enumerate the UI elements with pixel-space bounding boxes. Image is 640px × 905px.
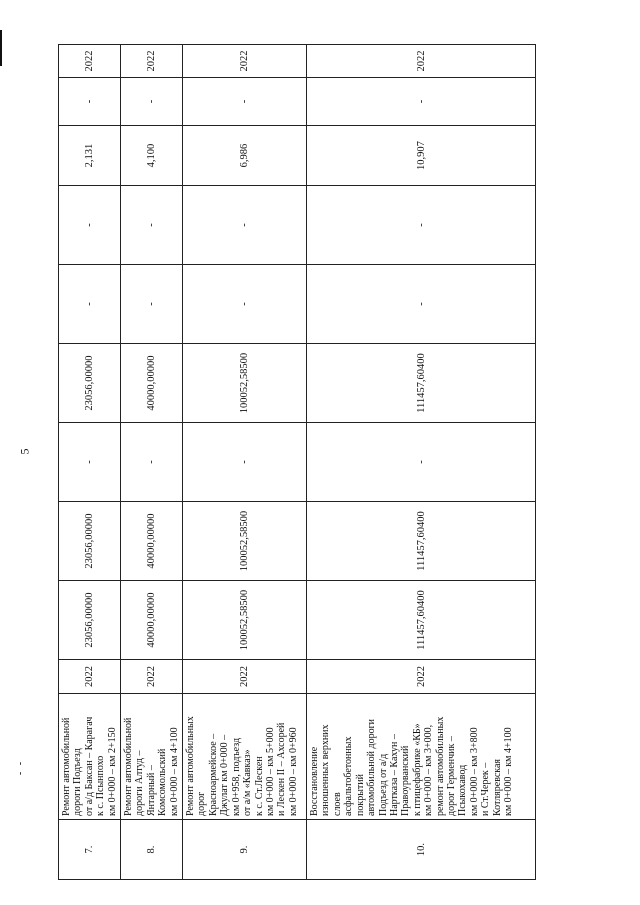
road-name — [121, 694, 183, 820]
cell-year: 2022 — [121, 660, 183, 694]
row-number: 7. — [59, 820, 121, 880]
road-name — [183, 694, 307, 820]
cell-col-a: 100052,58500 — [183, 502, 307, 581]
road-name-line: км 0+000 – км 3+800 — [468, 727, 480, 816]
cell-col-c: 40000,00000 — [121, 344, 183, 423]
cell-col-e: - — [183, 186, 307, 265]
road-name-line: Комсомольский — [157, 748, 169, 816]
page-number: 5 — [17, 448, 32, 455]
road-name-line: Нартказа – Кахун – — [388, 734, 400, 816]
road-name-line: автомобильной дороги — [366, 718, 378, 816]
cell-col-f: - — [59, 78, 121, 126]
road-name-line: Янтарный – — [145, 765, 157, 816]
cell-col-b: - — [121, 423, 183, 502]
road-name-line: Восстановление — [309, 746, 321, 816]
road-name-line: км 0+000 – км 4+100 — [502, 727, 514, 816]
road-name-line: Красноармейское – — [207, 733, 219, 816]
road-name-line: и Лескен II – Ахсорей — [276, 722, 288, 816]
table-row — [307, 45, 536, 880]
cell-length: 4,100 — [121, 126, 183, 186]
road-name-line: к птицефабрике «КБ» — [411, 723, 423, 816]
road-name-line: от а/м «Кавказ» — [242, 749, 254, 816]
cell-total: 23056,00000 — [59, 581, 121, 660]
row-number: 8. — [121, 820, 183, 880]
road-name-line: Ремонт автомобильной — [61, 717, 72, 816]
road-name-line: ремонт автомобильных — [434, 716, 446, 816]
cell-year: 2022 — [59, 660, 121, 694]
road-name-line: Котляревская — [491, 758, 503, 816]
cell-col-e: - — [121, 186, 183, 265]
road-name-line: Ремонт автомобильной — [123, 717, 135, 816]
corner-mark — [0, 30, 2, 66]
road-name-line: км 0+958, подъезд — [230, 737, 242, 816]
row-number: 10. — [307, 820, 536, 880]
road-name-line: км 0+000 – км 5+000 — [264, 727, 276, 816]
cell-year: 2022 — [183, 660, 307, 694]
cell-year-end: 2022 — [121, 45, 183, 78]
road-name-line: Джулат км 0+000 – — [219, 734, 231, 816]
road-name-line: асфальтобетонных — [343, 736, 355, 816]
road-name-line: от а/д Баксан – Карагач — [83, 716, 95, 816]
cell-year: 2022 — [307, 660, 536, 694]
cell-col-a: 111457,60400 — [307, 502, 536, 581]
table-row — [121, 45, 183, 880]
road-name-line: км 0+000 – км 4+100 — [168, 727, 180, 816]
cell-col-b: - — [307, 423, 536, 502]
road-name-line: и Ст.Черек – — [480, 762, 492, 816]
cell-total: 100052,58500 — [183, 581, 307, 660]
cell-col-d: - — [59, 265, 121, 344]
road-name-line: км 0+000 – км 3+000, — [423, 724, 435, 816]
road-name-line: дороги Алтуд – — [134, 750, 146, 816]
cell-col-b: - — [59, 423, 121, 502]
road-name-line: к с. Ст.Лескен — [253, 756, 265, 816]
cell-year-end: 2022 — [183, 45, 307, 78]
cell-length: 6,986 — [183, 126, 307, 186]
cell-year-end: 2022 — [59, 45, 121, 78]
road-name-line: дорог Герменчик – — [445, 736, 457, 816]
cell-col-f: - — [307, 78, 536, 126]
cell-col-a: 23056,00000 — [59, 502, 121, 581]
cell-col-d: - — [121, 265, 183, 344]
road-name — [307, 694, 536, 820]
road-name-line: км 0+000 – км 2+150 — [106, 727, 118, 816]
road-name-line: км 0+000 – км 0+960 — [287, 727, 299, 816]
road-name-line: Правоурванский — [400, 745, 412, 816]
cell-col-c: 23056,00000 — [59, 344, 121, 423]
road-name — [59, 694, 121, 820]
cell-total: 111457,60400 — [307, 581, 536, 660]
road-name-line: к с. Псынпохо — [95, 755, 107, 816]
road-name-line: изношенных верхних — [320, 724, 332, 816]
cell-col-f: - — [121, 78, 183, 126]
cell-length: 2,131 — [59, 126, 121, 186]
road-name-line: слоев — [331, 792, 343, 816]
cell-col-e: - — [59, 186, 121, 265]
cell-col-c: 100052,58500 — [183, 344, 307, 423]
cell-col-a: 40000,00000 — [121, 502, 183, 581]
road-name-line: Подъезд от а/д — [377, 753, 389, 816]
cell-total: 40000,00000 — [121, 581, 183, 660]
table-wrapper — [58, 46, 531, 880]
table-row — [183, 45, 307, 880]
bottom-marks: - - — [15, 759, 27, 776]
table-row — [59, 45, 121, 880]
row-number: 9. — [183, 820, 307, 880]
road-name-line: дорог — [196, 791, 208, 816]
cell-length: 10,907 — [307, 126, 536, 186]
cell-col-b: - — [183, 423, 307, 502]
road-name-line: Ремонт автомобильных — [185, 716, 197, 816]
cell-col-f: - — [183, 78, 307, 126]
road-name-line: покрытий — [354, 773, 366, 816]
cell-col-d: - — [183, 265, 307, 344]
cell-year-end: 2022 — [307, 45, 536, 78]
road-name-line: дороги Подъезд — [72, 748, 84, 816]
cell-col-e: - — [307, 186, 536, 265]
road-name-line: Псыкохавод — [457, 764, 469, 816]
road-repair-table — [58, 44, 536, 880]
cell-col-d: - — [307, 265, 536, 344]
cell-col-c: 111457,60400 — [307, 344, 536, 423]
